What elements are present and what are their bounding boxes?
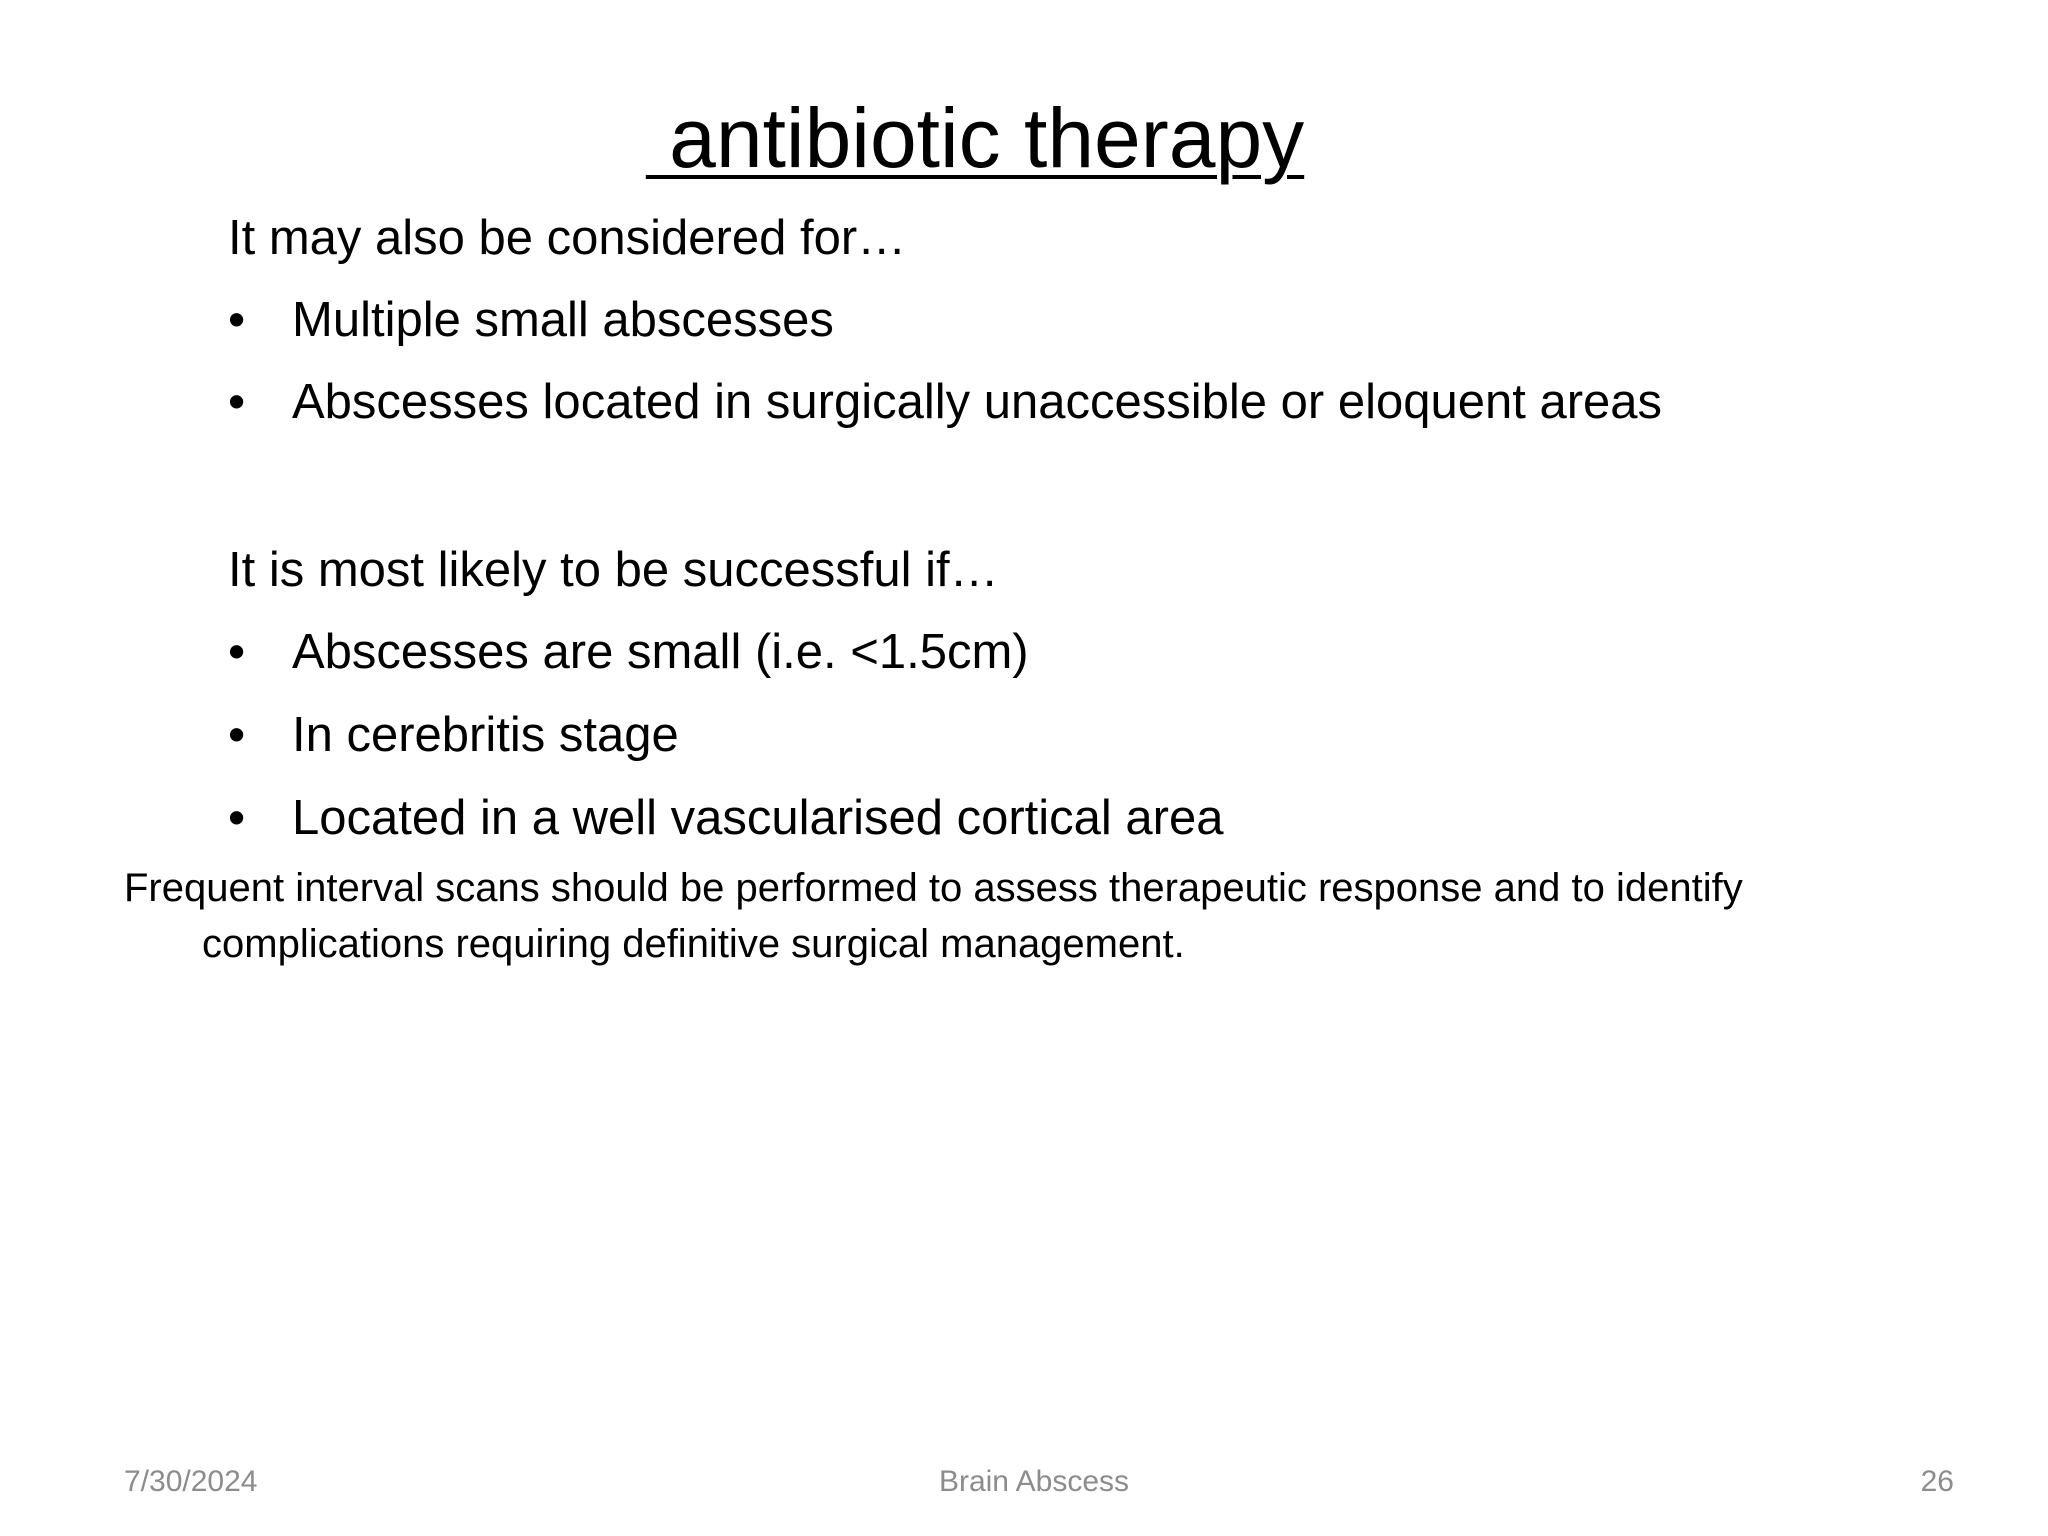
footer-date: 7/30/2024 [124,1465,258,1498]
list-item-text: Located in a well vascularised cortical area [292,791,1224,845]
slide-title-text: antibiotic therapy [645,91,1305,185]
bullet-icon: • [228,375,246,429]
bullet-icon: • [228,293,246,347]
slide-title [0,88,1950,188]
bullet-icon: • [228,625,246,679]
bullet-icon: • [228,708,246,762]
list-item-text: In cerebritis stage [292,708,679,762]
section2-intro: It is most likely to be successful if… [228,543,999,597]
list-item-text: Abscesses located in surgically unaccessible or eloquent areas [292,375,1663,429]
section1-intro: It may also be considered for… [228,211,907,265]
note-paragraph [124,860,1904,972]
bullet-icon: • [228,791,246,845]
list-item-text: Abscesses are small (i.e. <1.5cm) [292,625,1029,679]
list-item-text: Multiple small abscesses [292,293,834,347]
note-text: Frequent interval scans should be performed to assess therapeutic response and to identify complications requiring definitive surgical management. [124,866,1743,966]
page-number: 26 [1920,1465,1954,1498]
footer-title: Brain Abscess [938,1465,1130,1498]
